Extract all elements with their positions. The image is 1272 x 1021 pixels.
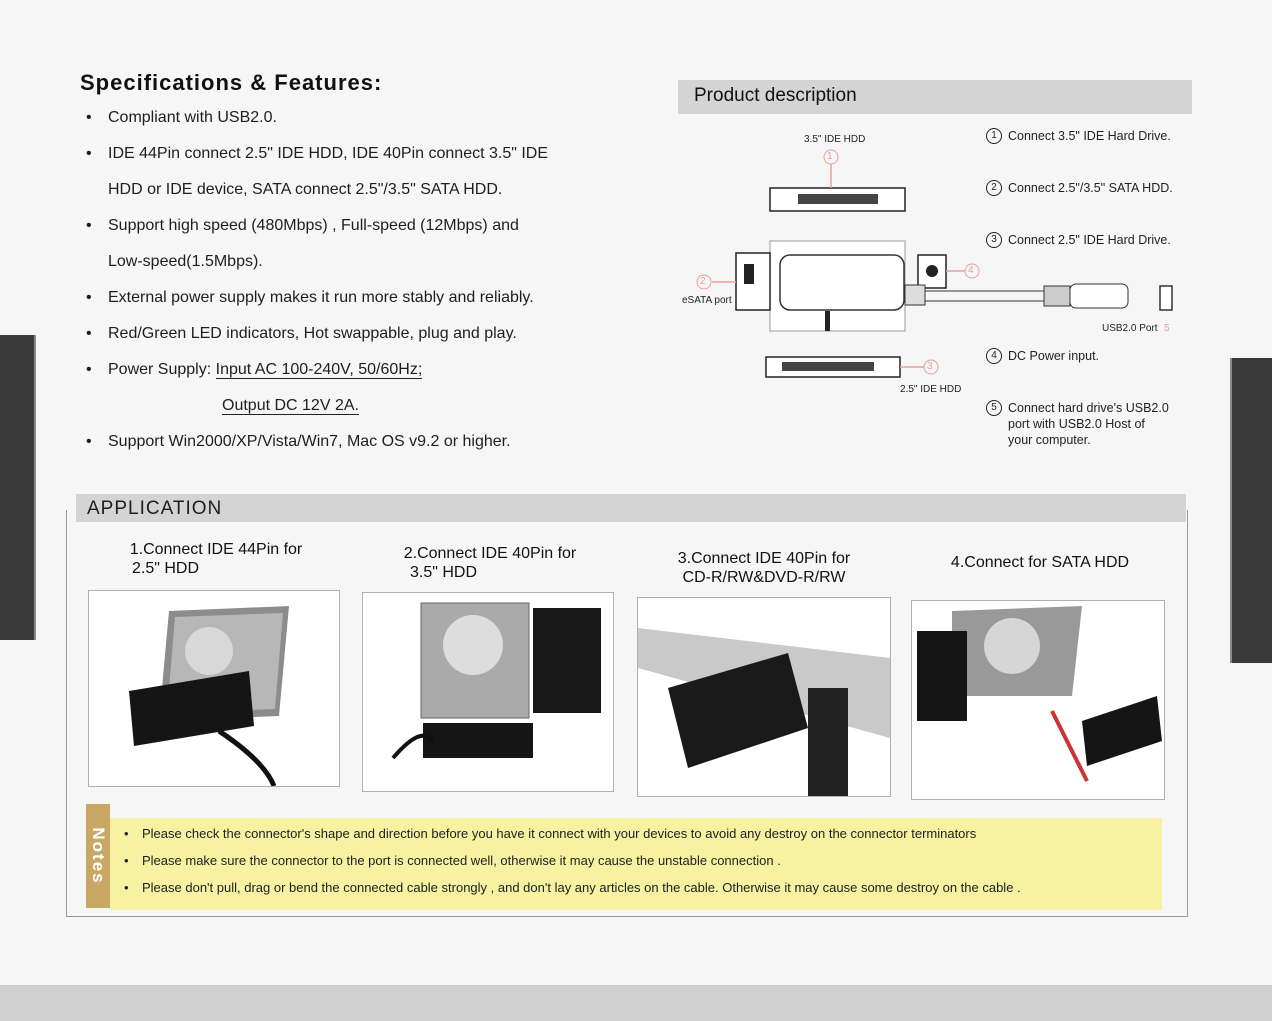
application-caption-2 bbox=[370, 544, 610, 582]
marker-1: 1 bbox=[827, 151, 833, 162]
product-description-title: Product description bbox=[694, 85, 857, 106]
product-description-header bbox=[678, 80, 1192, 114]
label-3-5-ide-hdd: 3.5" IDE HDD bbox=[804, 134, 866, 145]
caption-line: 2.5" HDD bbox=[132, 560, 200, 577]
caption-line: 3.5" HDD bbox=[410, 564, 478, 581]
note-item: • Please don't pull, drag or bend the connected cable strongly , and don't lay any articles on the cable. Otherwise it may cause some destroy on the cable . bbox=[122, 874, 1021, 901]
adapter-diagram-drawing bbox=[678, 125, 998, 405]
application-caption-1 bbox=[96, 540, 336, 578]
power-output: Output DC 12V 2A. bbox=[222, 397, 359, 414]
pd-note-5 bbox=[986, 400, 1169, 448]
spec-item: • External power supply makes it run more stably and reliably. bbox=[84, 280, 644, 316]
spec-item-continued: Low-speed(1.5Mbps). bbox=[108, 253, 263, 270]
left-clip bbox=[0, 335, 36, 640]
label-2-5-ide-hdd: 2.5" IDE HDD bbox=[900, 384, 962, 395]
marker-3: 3 bbox=[927, 361, 933, 372]
number-circle: 5 bbox=[986, 400, 1002, 416]
caption-line: 2.Connect IDE 40Pin for bbox=[403, 545, 577, 562]
note-item: • Please check the connector's shape and direction before you have it connect with your devices to avoid any destroy on the connector terminators bbox=[122, 820, 1021, 847]
hdd-2-5-photo bbox=[89, 591, 339, 786]
pd-note-text: Connect 2.5" IDE Hard Drive. bbox=[1008, 233, 1171, 247]
power-input: Input AC 100-240V, 50/60Hz; bbox=[215, 361, 423, 378]
application-header bbox=[76, 494, 1186, 522]
pd-note-line: your computer. bbox=[1008, 433, 1091, 447]
specifications-list bbox=[84, 100, 644, 460]
pd-note-line: Connect hard drive's USB2.0 bbox=[1008, 401, 1169, 415]
marker-4: 4 bbox=[968, 265, 974, 276]
application-title: APPLICATION bbox=[87, 498, 223, 519]
marker-5: 5 bbox=[1164, 323, 1170, 334]
hdd-3-5-photo bbox=[363, 593, 613, 791]
right-clip bbox=[1230, 358, 1272, 663]
caption-line: CD-R/RW&DVD-R/RW bbox=[682, 569, 846, 586]
spec-item: • Support high speed (480Mbps) , Full-speed (12Mbps) and bbox=[84, 208, 644, 244]
notes-tab bbox=[86, 804, 110, 908]
spec-item-power-output bbox=[84, 388, 644, 424]
number-circle: 1 bbox=[986, 128, 1002, 144]
pd-note-1 bbox=[986, 128, 1171, 144]
pd-note-4 bbox=[986, 348, 1099, 364]
specifications-title: Specifications & Features: bbox=[80, 70, 383, 95]
number-circle: 3 bbox=[986, 232, 1002, 248]
adapter-diagram bbox=[678, 125, 998, 405]
power-supply-label: Power Supply: bbox=[108, 361, 212, 378]
number-circle: 2 bbox=[986, 180, 1002, 196]
spec-item: • IDE 44Pin connect 2.5" IDE HDD, IDE 40Pin connect 3.5" IDE bbox=[84, 136, 644, 172]
pd-note-line: port with USB2.0 Host of bbox=[1008, 417, 1145, 431]
note-item: • Please make sure the connector to the port is connected well, otherwise it may cause the unstable connection . bbox=[122, 847, 1021, 874]
application-caption-3 bbox=[644, 549, 884, 587]
caption-line: 1.Connect IDE 44Pin for bbox=[129, 541, 303, 558]
usb-cable-drawing bbox=[978, 280, 1178, 320]
caption-line: 4.Connect for SATA HDD bbox=[950, 554, 1130, 571]
spec-item: • Support Win2000/XP/Vista/Win7, Mac OS v9.2 or higher. bbox=[84, 424, 644, 460]
number-circle: 4 bbox=[986, 348, 1002, 364]
pd-note-text: DC Power input. bbox=[1008, 349, 1100, 363]
application-photo-3 bbox=[637, 597, 891, 797]
notes-list bbox=[122, 820, 1021, 901]
pd-note-2 bbox=[986, 180, 1173, 196]
spec-item-power-supply bbox=[84, 352, 644, 388]
optical-drive-photo bbox=[638, 598, 890, 796]
application-photo-2 bbox=[362, 592, 614, 792]
notes-label: Notes bbox=[89, 827, 108, 885]
spec-item: • Red/Green LED indicators, Hot swappable, plug and play. bbox=[84, 316, 644, 352]
pd-note-3 bbox=[986, 232, 1171, 248]
label-esata-port: eSATA port bbox=[682, 295, 732, 306]
caption-line: 3.Connect IDE 40Pin for bbox=[677, 550, 851, 567]
application-caption-4 bbox=[920, 553, 1160, 572]
application-photo-1 bbox=[88, 590, 340, 787]
application-photo-4 bbox=[911, 600, 1165, 800]
sata-hdd-photo bbox=[912, 601, 1164, 799]
label-usb-port: USB2.0 Port bbox=[1102, 323, 1158, 334]
pd-note-text: Connect 2.5"/3.5" SATA HDD. bbox=[1008, 181, 1173, 195]
pd-note-text: Connect 3.5" IDE Hard Drive. bbox=[1008, 129, 1171, 143]
marker-2: 2 bbox=[700, 276, 706, 287]
spec-item: • Compliant with USB2.0. bbox=[84, 100, 644, 136]
pd-note-text bbox=[1008, 400, 1169, 448]
spec-item-continued: HDD or IDE device, SATA connect 2.5"/3.5" SATA HDD. bbox=[108, 181, 503, 198]
